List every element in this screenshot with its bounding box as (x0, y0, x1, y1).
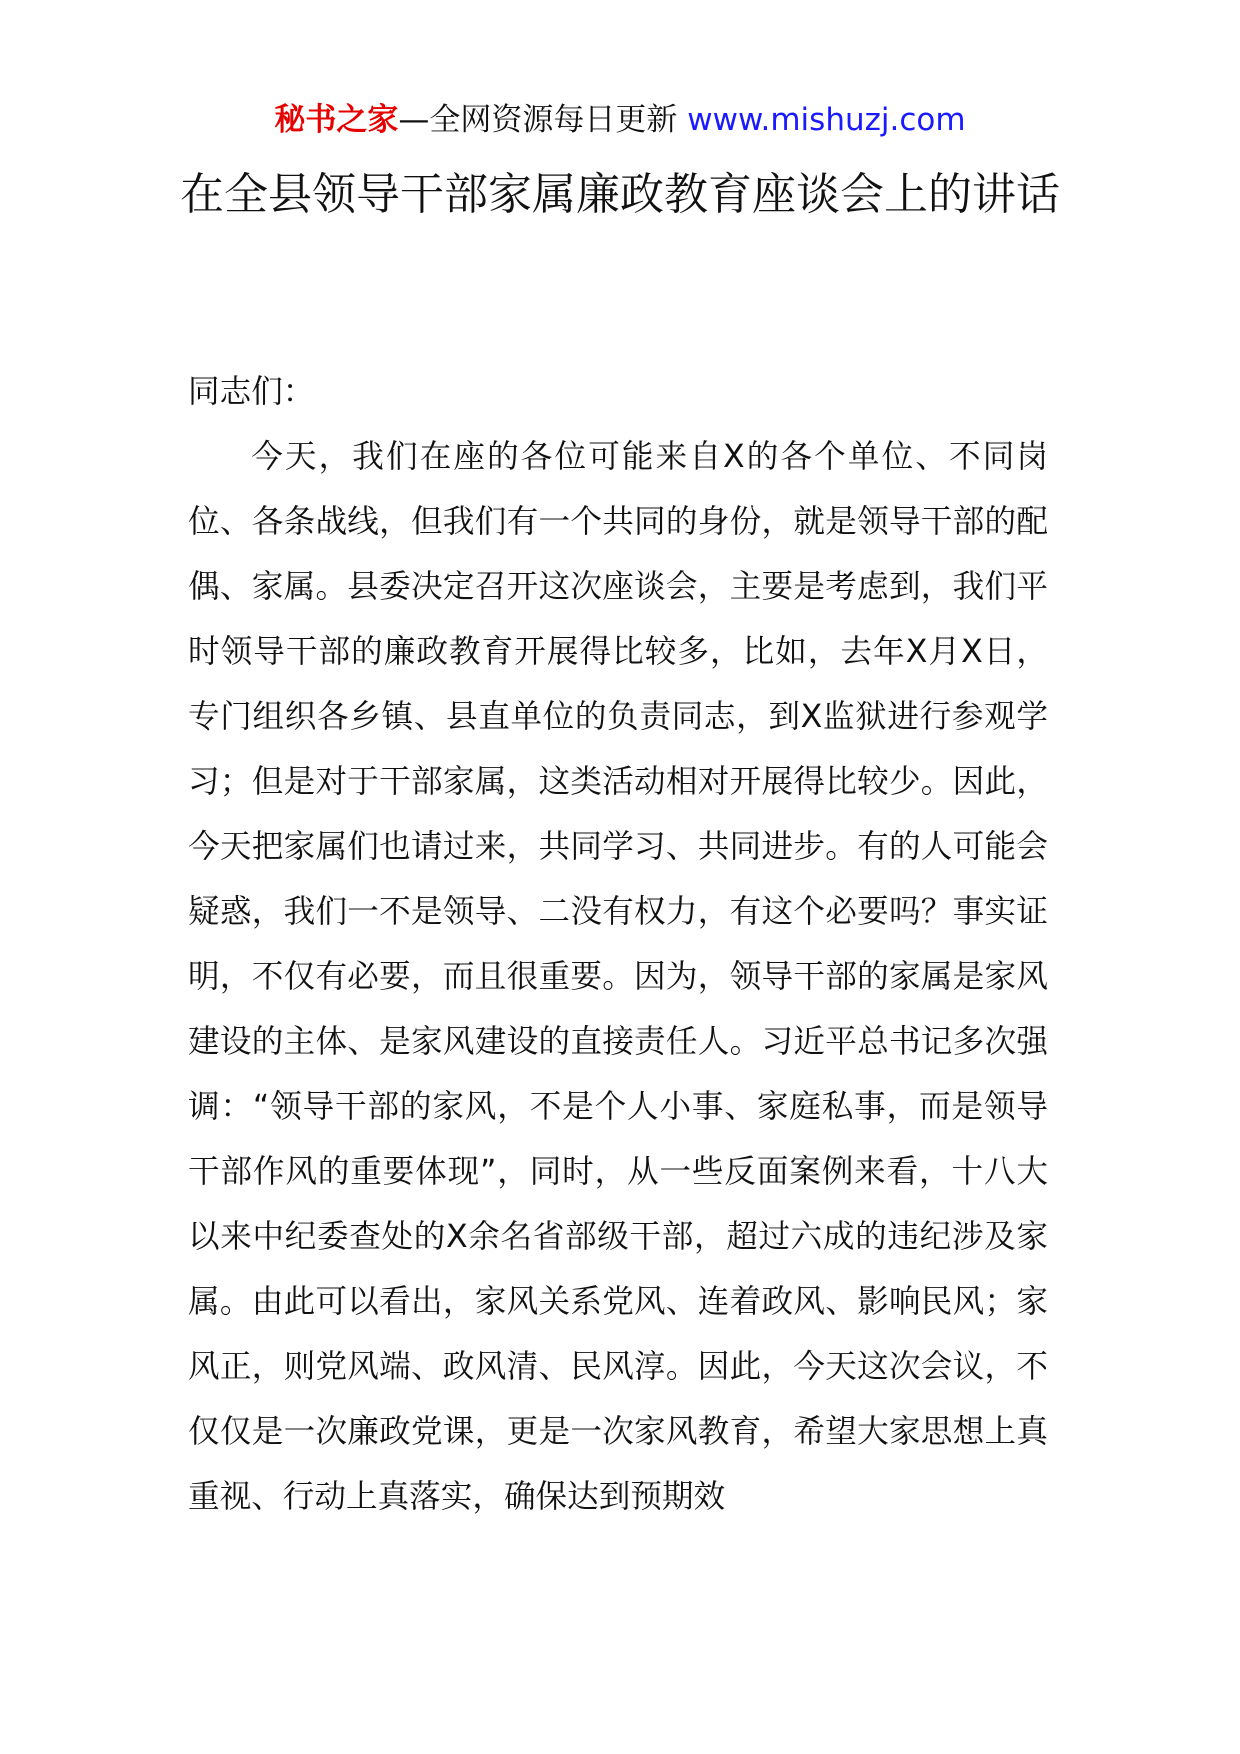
document-title: 在全县领导干部家属廉政教育座谈会上的讲话 (180, 169, 1060, 220)
header-slogan: —全网资源每日更新 (398, 102, 678, 138)
site-url: www.mishuzj.com (687, 102, 966, 138)
body-paragraph: 今天，我们在座的各位可能来自X的各个单位、不同岗位、各条战线，但我们有一个共同的身份，就是领导干部的配偶、家属。县委决定召开这次座谈会，主要是考虑到，我们平时领导干部的廉政教育开展得比较多，比如，去年X月X日，专门组织各乡镇、县直单位的负责同志，到X监狱进行参观学习；但是对于干部家属，这类活动相对开展得比较少。因此，今天把家属们也请过来，共同学习、共同进步。有的人可能会疑惑，我们一不是领导、二没有权力，有这个必要吗？事实证明，不仅有必要，而且很重要。因为，领导干部的家属是家风建设的主体、是家风建设的直接责任人。习近平总书记多次强调：“领导干部的家风，不是个人小事、家庭私事，而是领导干部作风的重要体现”，同时，从一些反面案例来看，十八大以来中纪委查处的X余名省部级干部，超过六成的违纪涉及家属。由此可以看出，家风关系党风、连着政风、影响民风；家风正，则党风端、政风清、民风淳。因此，今天这次会议，不仅仅是一次廉政党课，更是一次家风教育，希望大家思想上真重视、行动上真落实，确保达到预期效 (188, 439, 1048, 1515)
site-header (0, 100, 1240, 140)
salutation: 同志们： (188, 374, 315, 410)
document-body (188, 360, 1048, 1530)
brand-name: 秘书之家 (274, 102, 399, 138)
